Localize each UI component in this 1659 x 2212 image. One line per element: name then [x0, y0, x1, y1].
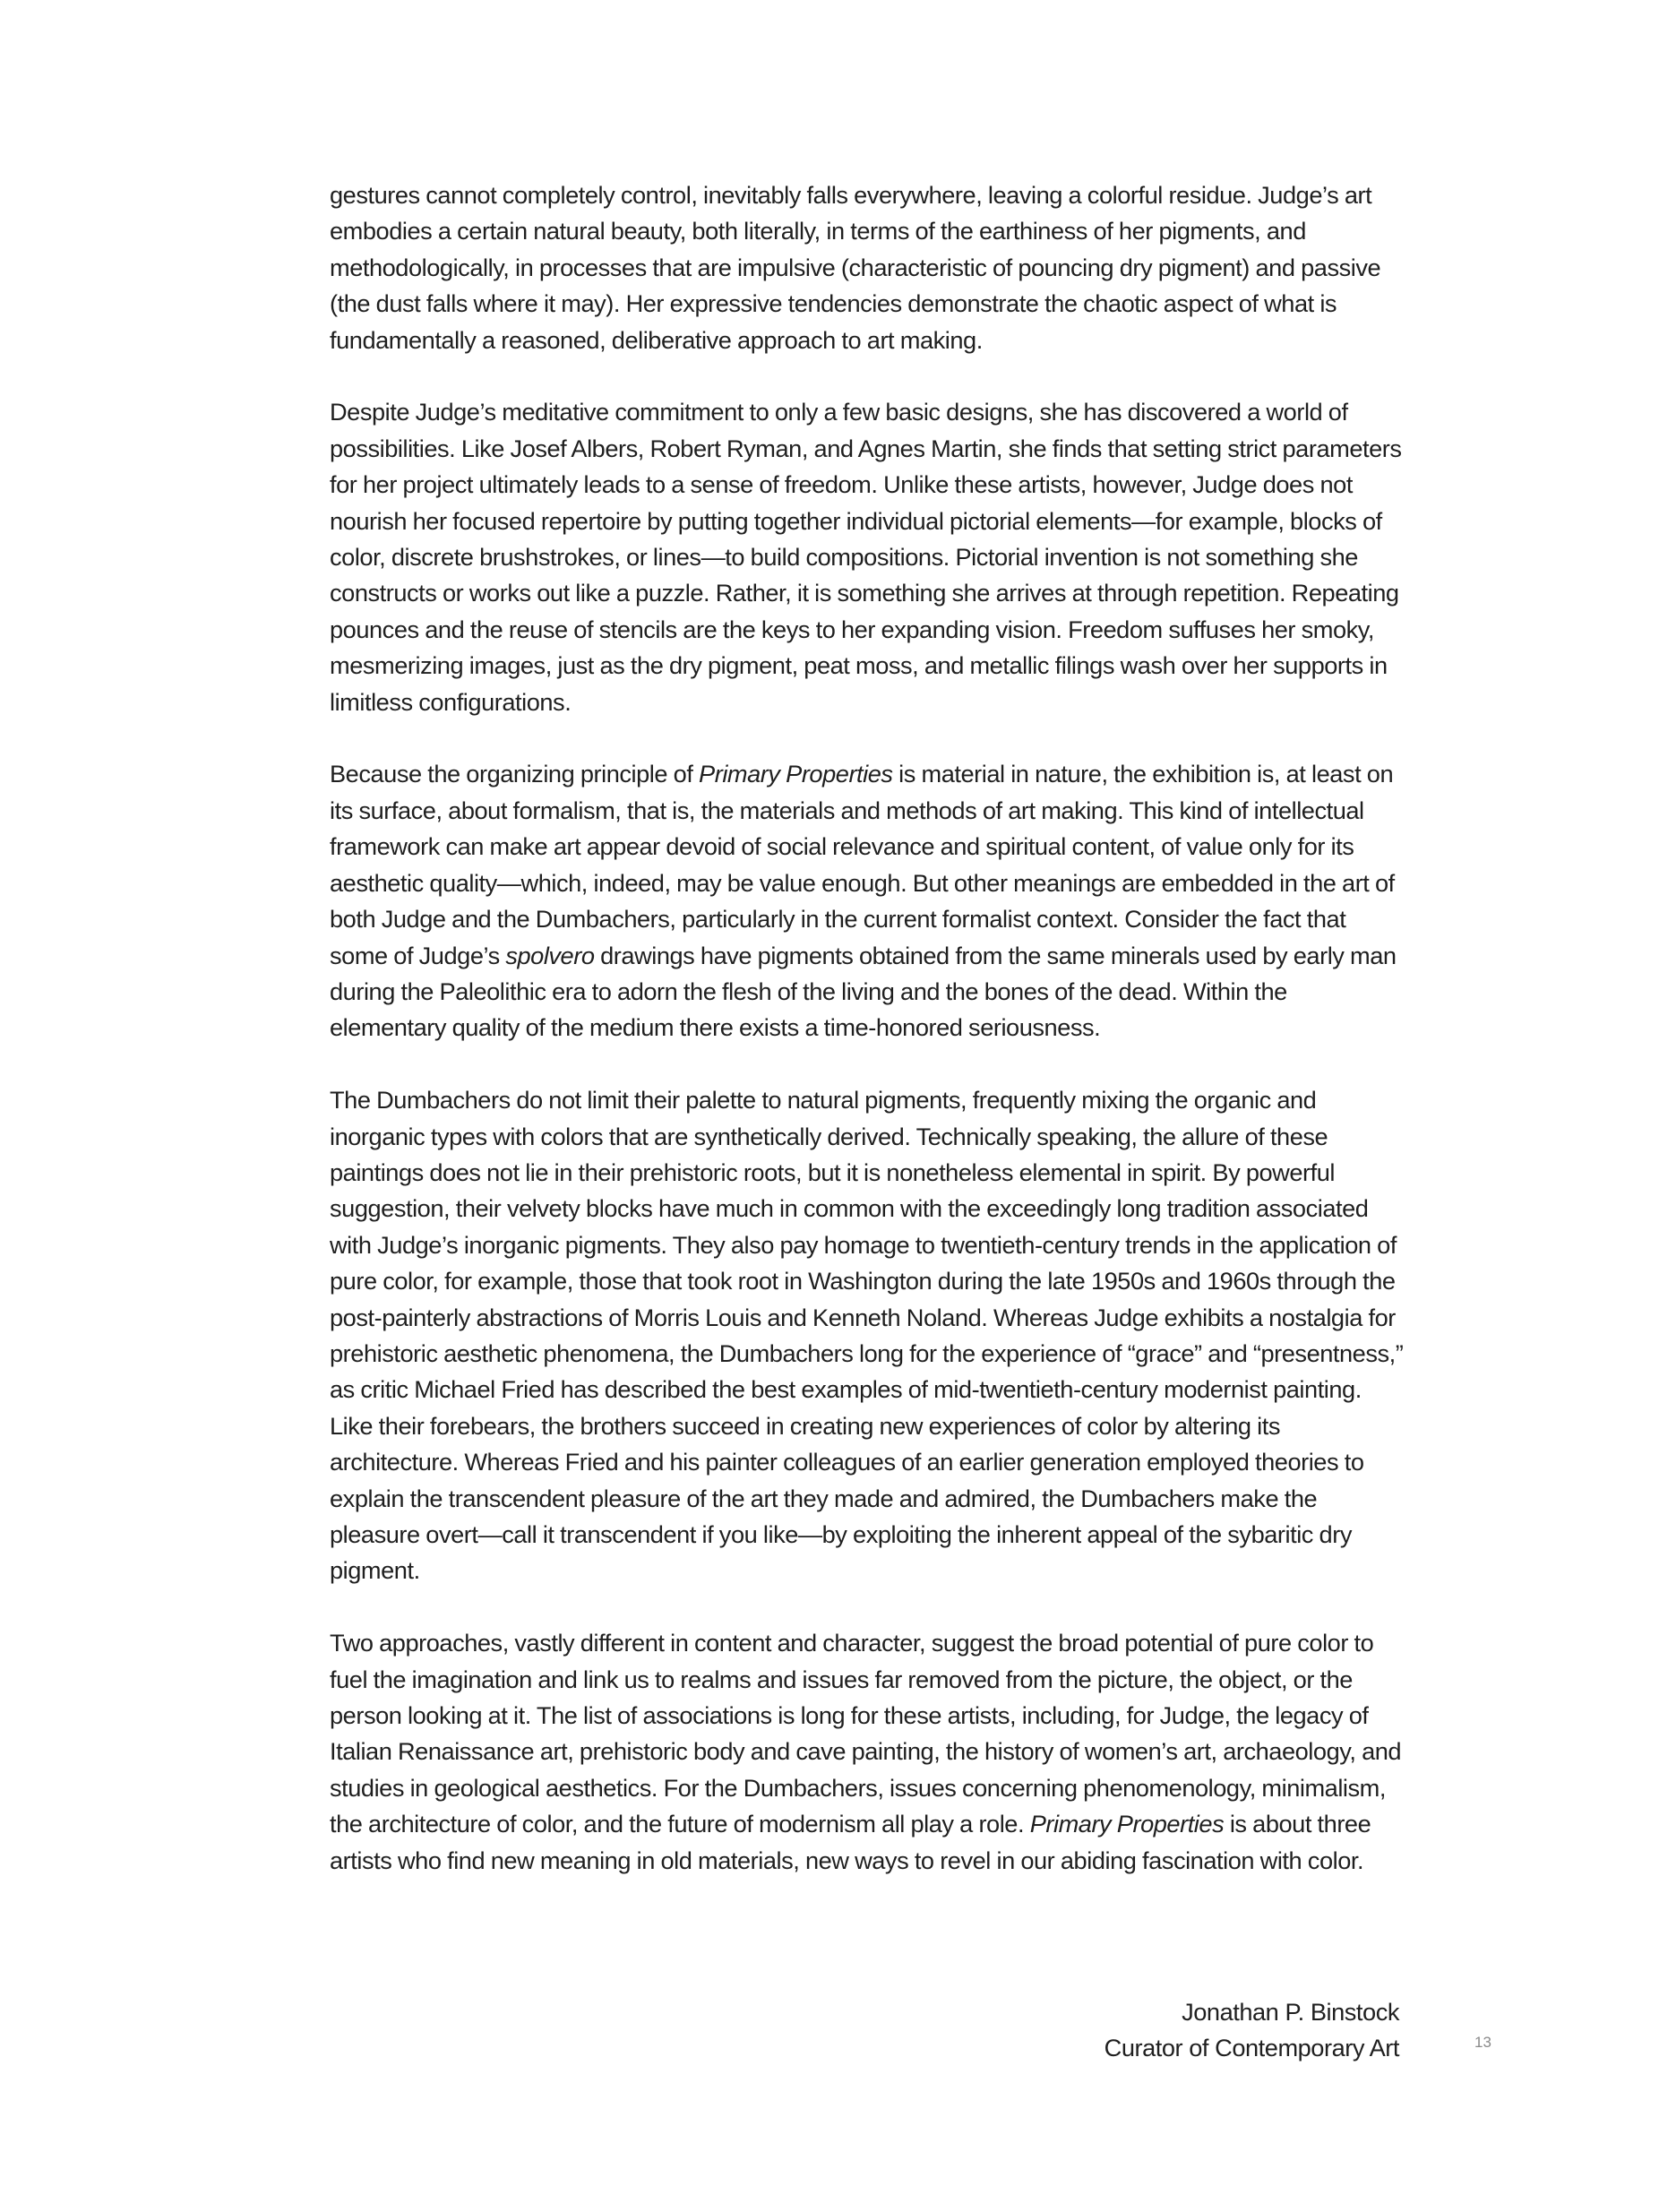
paragraph-text: gestures cannot completely control, inevitably falls everywhere, leaving a colorful residue. Judge’s art embodies a certain natural beauty, both literally, in terms of the earthiness of her pigments, and methodologically, in processes that are impulsive (characteristic of pouncing dry pigment) and passive (the dust falls where it may). Her expressive tendencies demonstrate the chaotic aspect of what is fundamentally a reasoned, deliberative approach to art making. — [330, 181, 1381, 354]
paragraph-text: The Dumbachers do not limit their palette to natural pigments, frequently mixing the organic and inorganic types with colors that are synthetically derived. Technically speaking, the allure of these paintings does not lie in their prehistoric roots, but it is nonetheless elemental in spirit. By powerful suggestion, their velvety blocks have much in common with the exceedingly long tradition associated with Judge’s inorganic pigments. They also pay homage to twentieth-century trends in the application of pure color, for example, those that took root in Washington during the late 1950s and 1960s through the post-painterly abstractions of Morris Louis and Kenneth Noland. Whereas Judge exhibits a nostalgia for prehistoric aesthetic phenomena, the Dumbachers long for the experience of “grace” and “presentness,” as critic Michael Fried has described the best examples of mid-twentieth-century modernist painting. Like their forebears, the brothers succeed in creating new experiences of color by altering its architecture. Whereas Fried and his painter colleagues of an earlier generation employed theories to explain the transcendent pleasure of the art they made and admired, the Dumbachers make the pleasure overt—call it transcendent if you like—by exploiting the inherent appeal of the sybaritic dry pigment. — [330, 1086, 1404, 1585]
paragraph-text: Two approaches, vastly different in content and character, suggest the broad potential of pure color to fuel the imagination and link us to realms and issues far removed from the picture, the object, or the person looking at it. The list of associations is long for these artists, including, for Judge, the legacy of Italian Renaissance art, prehistoric body and cave painting, the history of women’s art, archaeology, and studies in geological aesthetics. For the Dumbachers, issues concerning phenomenology, minimalism, the architecture of color, and the future of modernism all play a role. — [330, 1629, 1402, 1838]
essay-paragraph — [330, 177, 1405, 358]
essay-paragraph — [330, 1625, 1405, 1879]
author-title: Curator of Contemporary Art — [1104, 2034, 1399, 2062]
essay-body — [330, 177, 1405, 1915]
paragraph-text: Despite Judge’s meditative commitment to only a few basic designs, she has discovered a world of possibilities. Like Josef Albers, Robert Ryman, and Agnes Martin, she finds that setting strict parameters for her project ultimately leads to a sense of freedom. Unlike these artists, however, Judge does not nourish her focused repertoire by putting together individual pictorial elements—for example, blocks of color, discrete brushstrokes, or lines—to build compositions. Pictorial invention is not something she constructs or works out like a puzzle. Rather, it is something she arrives at through repetition. Repeating pounces and the reuse of stencils are the keys to her expanding vision. Freedom suffuses her smoky, mesmerizing images, just as the dry pigment, peat moss, and metallic filings wash over her supports in limitless configurations. — [330, 398, 1402, 716]
signature-block — [985, 1994, 1399, 2067]
essay-paragraph — [330, 394, 1405, 720]
paragraph-text: Because the organizing principle of — [330, 760, 700, 788]
page-number: 13 — [1474, 2034, 1491, 2051]
italic-title-text: Primary Properties — [699, 760, 893, 788]
paragraph-text: is material in nature, the exhibition is, at least on its surface, about formalism, that is, the materials and methods of art making. This kind of intellectual framework can make art appear devoid of social relevance and spiritual content, of value only for its aesthetic quality—which, indeed, may be value enough. But other meanings are embedded in the art of both Judge and the Dumbachers, particularly in the current formalist context. Consider the fact that some of Judge’s — [330, 760, 1395, 969]
italic-title-text: spolvero — [505, 941, 595, 969]
paragraph-text: drawings have pigments obtained from the same minerals used by early man during the Paleolithic era to adorn the flesh of the living and the bones of the dead. Within the elementary quality of the medium there exists a time-honored seriousness. — [330, 941, 1397, 1042]
author-name: Jonathan P. Binstock — [1182, 1998, 1399, 2026]
essay-paragraph — [330, 756, 1405, 1046]
paragraph-text: is about three artists who find new meaning in old materials, new ways to revel in our abiding fascination with color. — [330, 1810, 1371, 1874]
italic-title-text: Primary Properties — [1029, 1810, 1225, 1838]
essay-paragraph — [330, 1082, 1405, 1589]
